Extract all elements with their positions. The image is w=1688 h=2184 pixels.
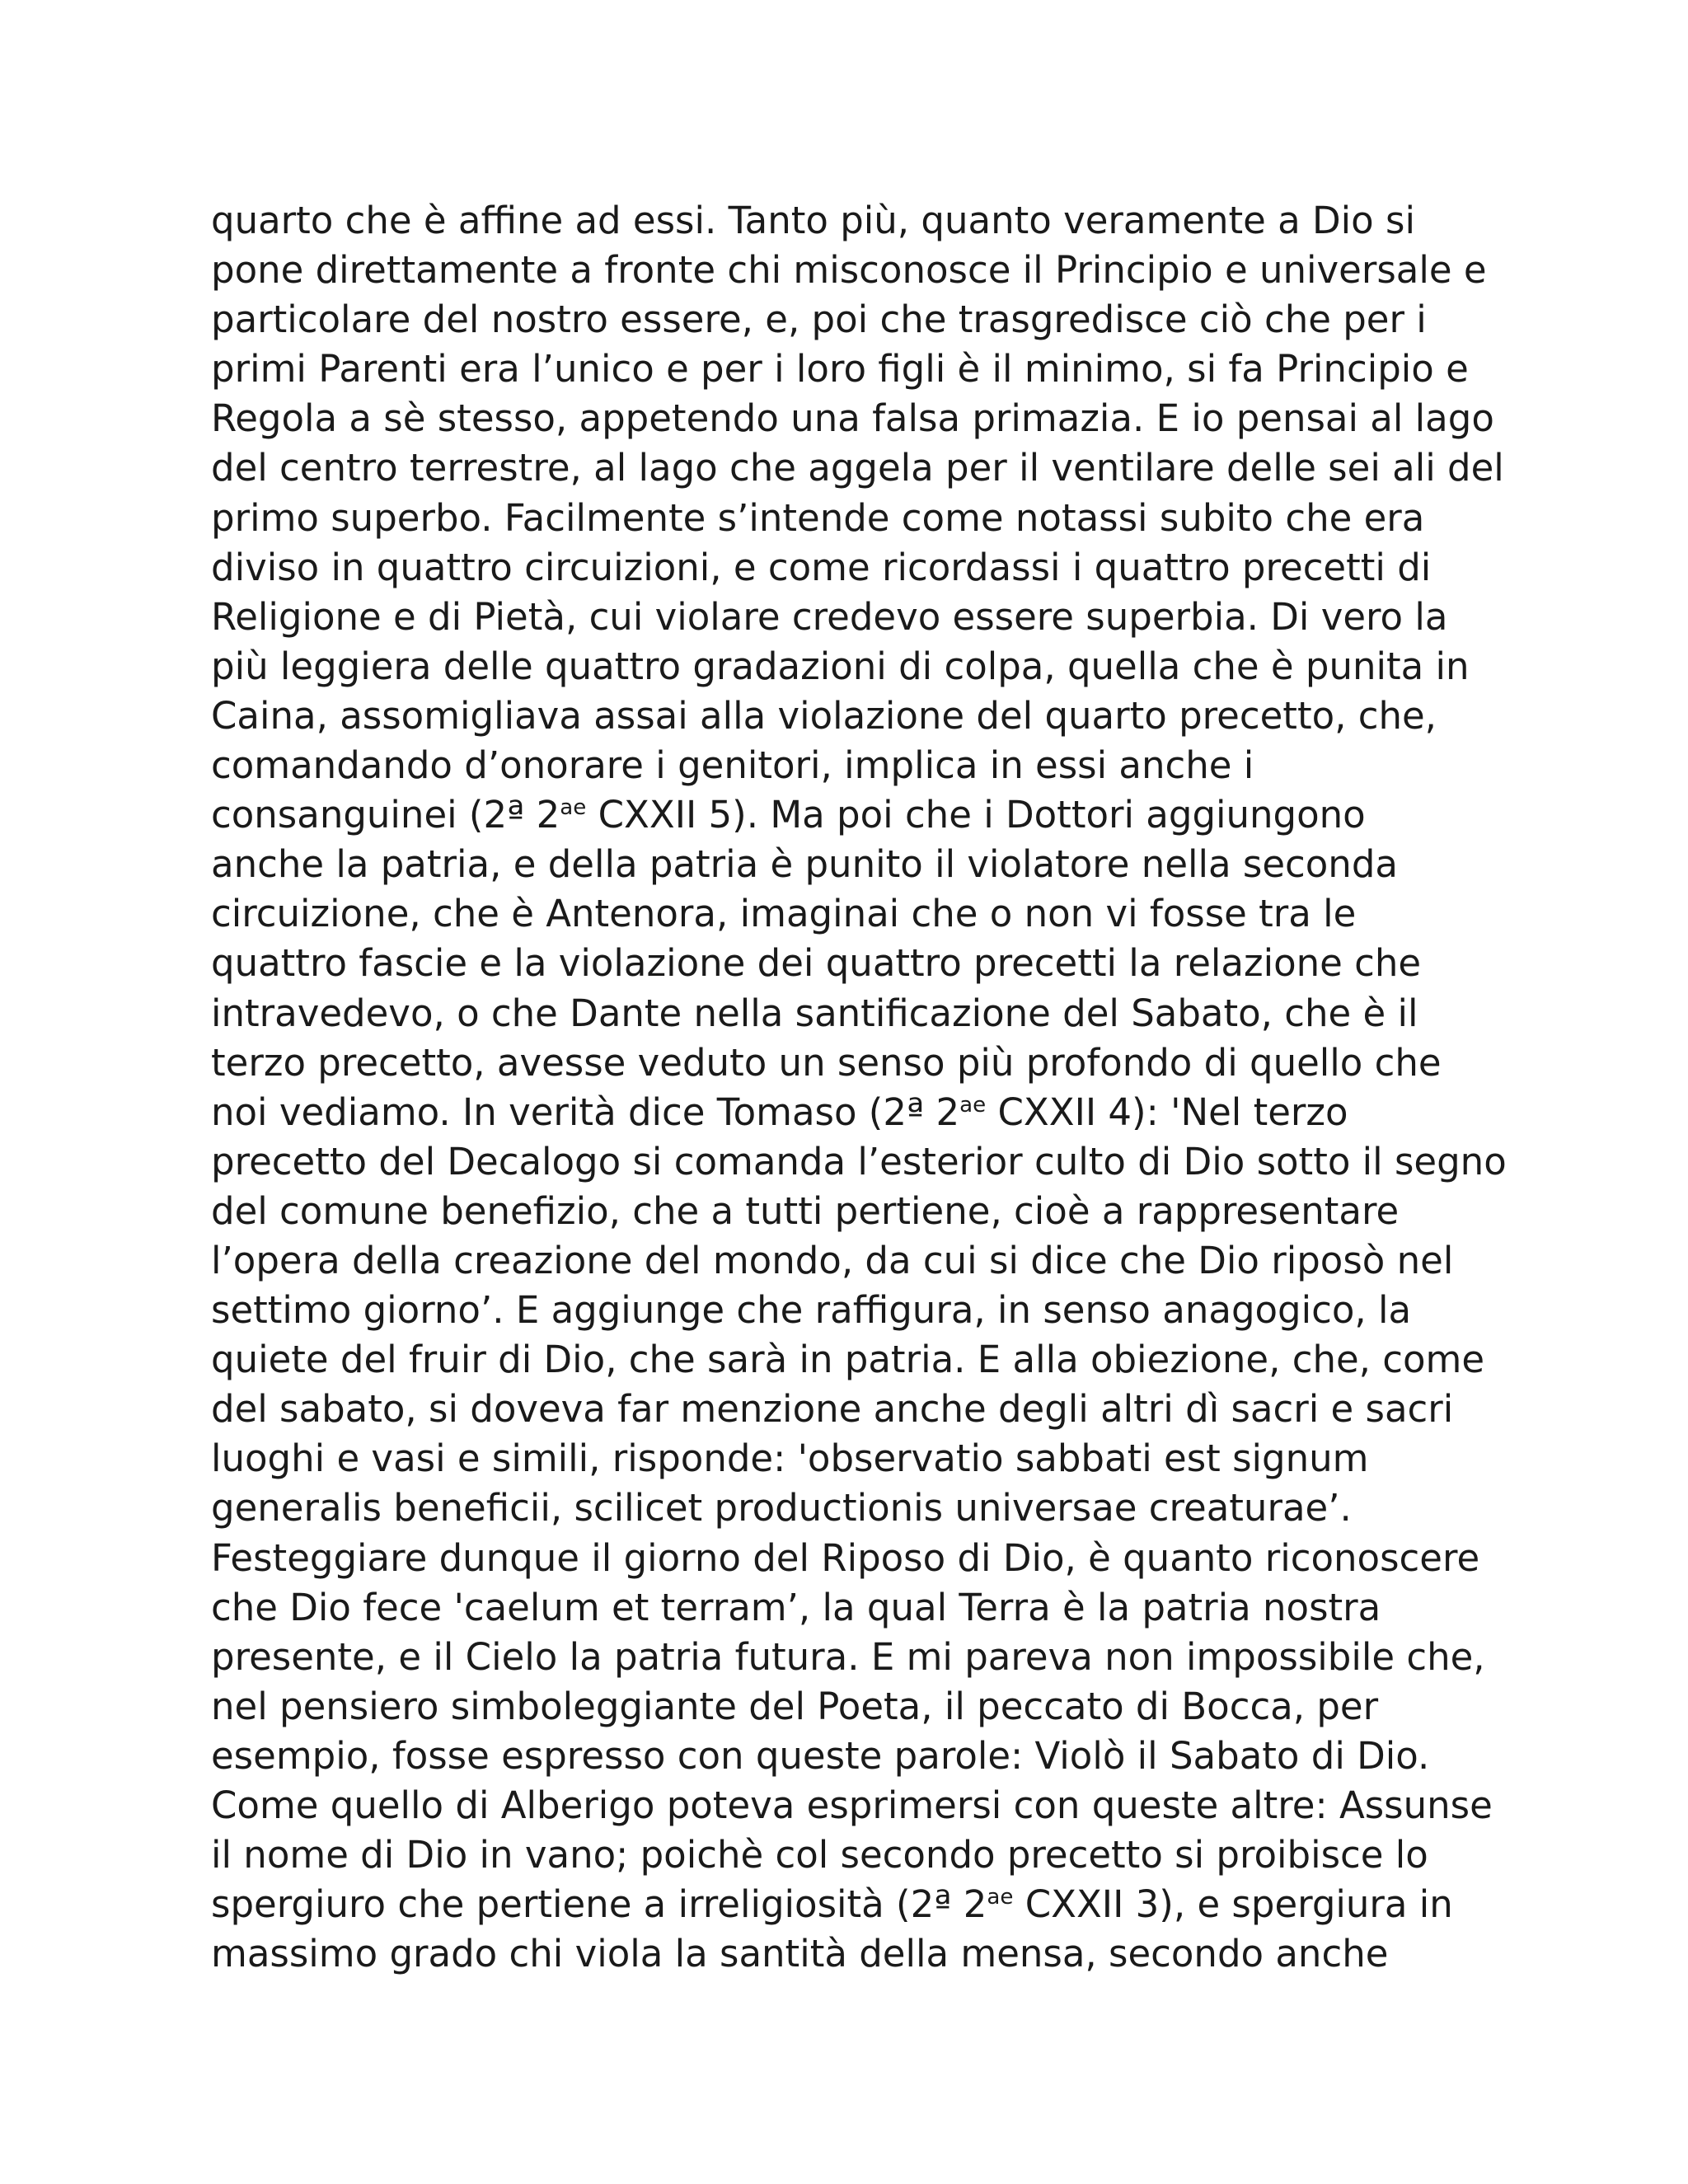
text-line: del comune benefizio, che a tutti pertiene, cioè a rappresentare <box>211 1188 1400 1233</box>
text-line: precetto del Decalogo si comanda l’esterior culto di Dio sotto il segno <box>211 1139 1507 1183</box>
text-line <box>211 1088 1497 1137</box>
text-line: intravedevo, o che Dante nella santificazione del Sabato, che è il <box>211 991 1418 1035</box>
text-segment: CXXII 3), e spergiura in <box>1013 1882 1453 1927</box>
text-line: quarto che è affine ad essi. Tanto più, quanto veramente a Dio si <box>211 199 1415 242</box>
text-line <box>211 1880 1497 1929</box>
text-line: più leggiera delle quattro gradazioni di colpa, quella che è punita in <box>211 644 1470 688</box>
text-line: il nome di Dio in vano; poichè col secondo precetto si proibisce lo <box>211 1833 1428 1877</box>
text-line: settimo giorno’. E aggiunge che raffigura, in senso anagogico, la <box>211 1288 1412 1333</box>
text-line: anche la patria, e della patria è punito il violatore nella seconda <box>211 842 1398 887</box>
text-line: pone direttamente a fronte chi misconosce il Principio e universale e <box>211 248 1487 293</box>
text-line: generalis beneficii, scilicet productionis universae creaturae’. <box>211 1486 1352 1530</box>
text-line: particolare del nostro essere, e, poi che trasgredisce ciò che per i <box>211 298 1427 342</box>
text-line: del sabato, si doveva far menzione anche degli altri dì sacri e sacri <box>211 1387 1454 1432</box>
text-line: luoghi e vasi e simili, risponde: 'observatio sabbati est signum <box>211 1436 1369 1481</box>
text-line: Regola a sè stesso, appetendo una falsa primazia. E io pensai al lago <box>211 396 1494 441</box>
text-line: presente, e il Cielo la patria futura. E mi pareva non impossibile che, <box>211 1634 1485 1679</box>
body-text <box>211 196 1507 1979</box>
superscript: ae <box>959 1092 987 1118</box>
text-segment: noi vediamo. In verità dice Tomaso (2ª 2 <box>211 1090 960 1134</box>
text-line: l’opera della creazione del mondo, da cui si dice che Dio riposò nel <box>211 1238 1454 1282</box>
text-line: Come quello di Alberigo poteva esprimersi con queste altre: Assunse <box>211 1783 1493 1827</box>
text-line: Religione e di Pietà, cui violare credevo essere superbia. Di vero la <box>211 594 1448 639</box>
text-line: Caina, assomigliava assai alla violazione del quarto precetto, che, <box>211 693 1437 738</box>
text-line: comandando d’onorare i genitori, implica in essi anche i <box>211 743 1254 788</box>
text-line: circuizione, che è Antenora, imaginai che o non vi fosse tra le <box>211 892 1357 936</box>
text-line: quattro fascie e la violazione dei quattro precetti la relazione che <box>211 941 1422 986</box>
superscript: ae <box>560 794 587 820</box>
text-line: che Dio fece 'caelum et terram’, la qual Terra è la patria nostra <box>211 1585 1381 1629</box>
text-line: massimo grado chi viola la santità della mensa, secondo anche <box>211 1932 1389 1976</box>
text-line: primi Parenti era l’unico e per i loro figli è il minimo, si fa Principio e <box>211 347 1469 391</box>
text-segment: consanguinei (2ª 2 <box>211 793 560 837</box>
text-segment: spergiuro che pertiene a irreligiosità (2ª 2 <box>211 1882 987 1927</box>
text-line: nel pensiero simboleggiante del Poeta, il peccato di Bocca, per <box>211 1684 1379 1728</box>
text-line <box>211 790 1497 840</box>
text-line: Festeggiare dunque il giorno del Riposo di Dio, è quanto riconoscere <box>211 1535 1480 1580</box>
text-line: terzo precetto, avesse veduto un senso più profondo di quello che <box>211 1040 1442 1085</box>
superscript: ae <box>987 1885 1014 1910</box>
text-line: quiete del fruir di Dio, che sarà in patria. E alla obiezione, che, come <box>211 1338 1485 1382</box>
text-line: diviso in quattro circuizioni, e come ricordassi i quattro precetti di <box>211 545 1432 589</box>
text-line: primo superbo. Facilmente s’intende come notassi subito che era <box>211 495 1425 540</box>
text-segment: CXXII 5). Ma poi che i Dottori aggiungono <box>586 793 1366 837</box>
text-line: esempio, fosse espresso con queste parole: Violò il Sabato di Dio. <box>211 1733 1430 1778</box>
text-line: del centro terrestre, al lago che aggela per il ventilare delle sei ali del <box>211 446 1504 490</box>
text-segment: CXXII 4): 'Nel terzo <box>986 1090 1348 1134</box>
